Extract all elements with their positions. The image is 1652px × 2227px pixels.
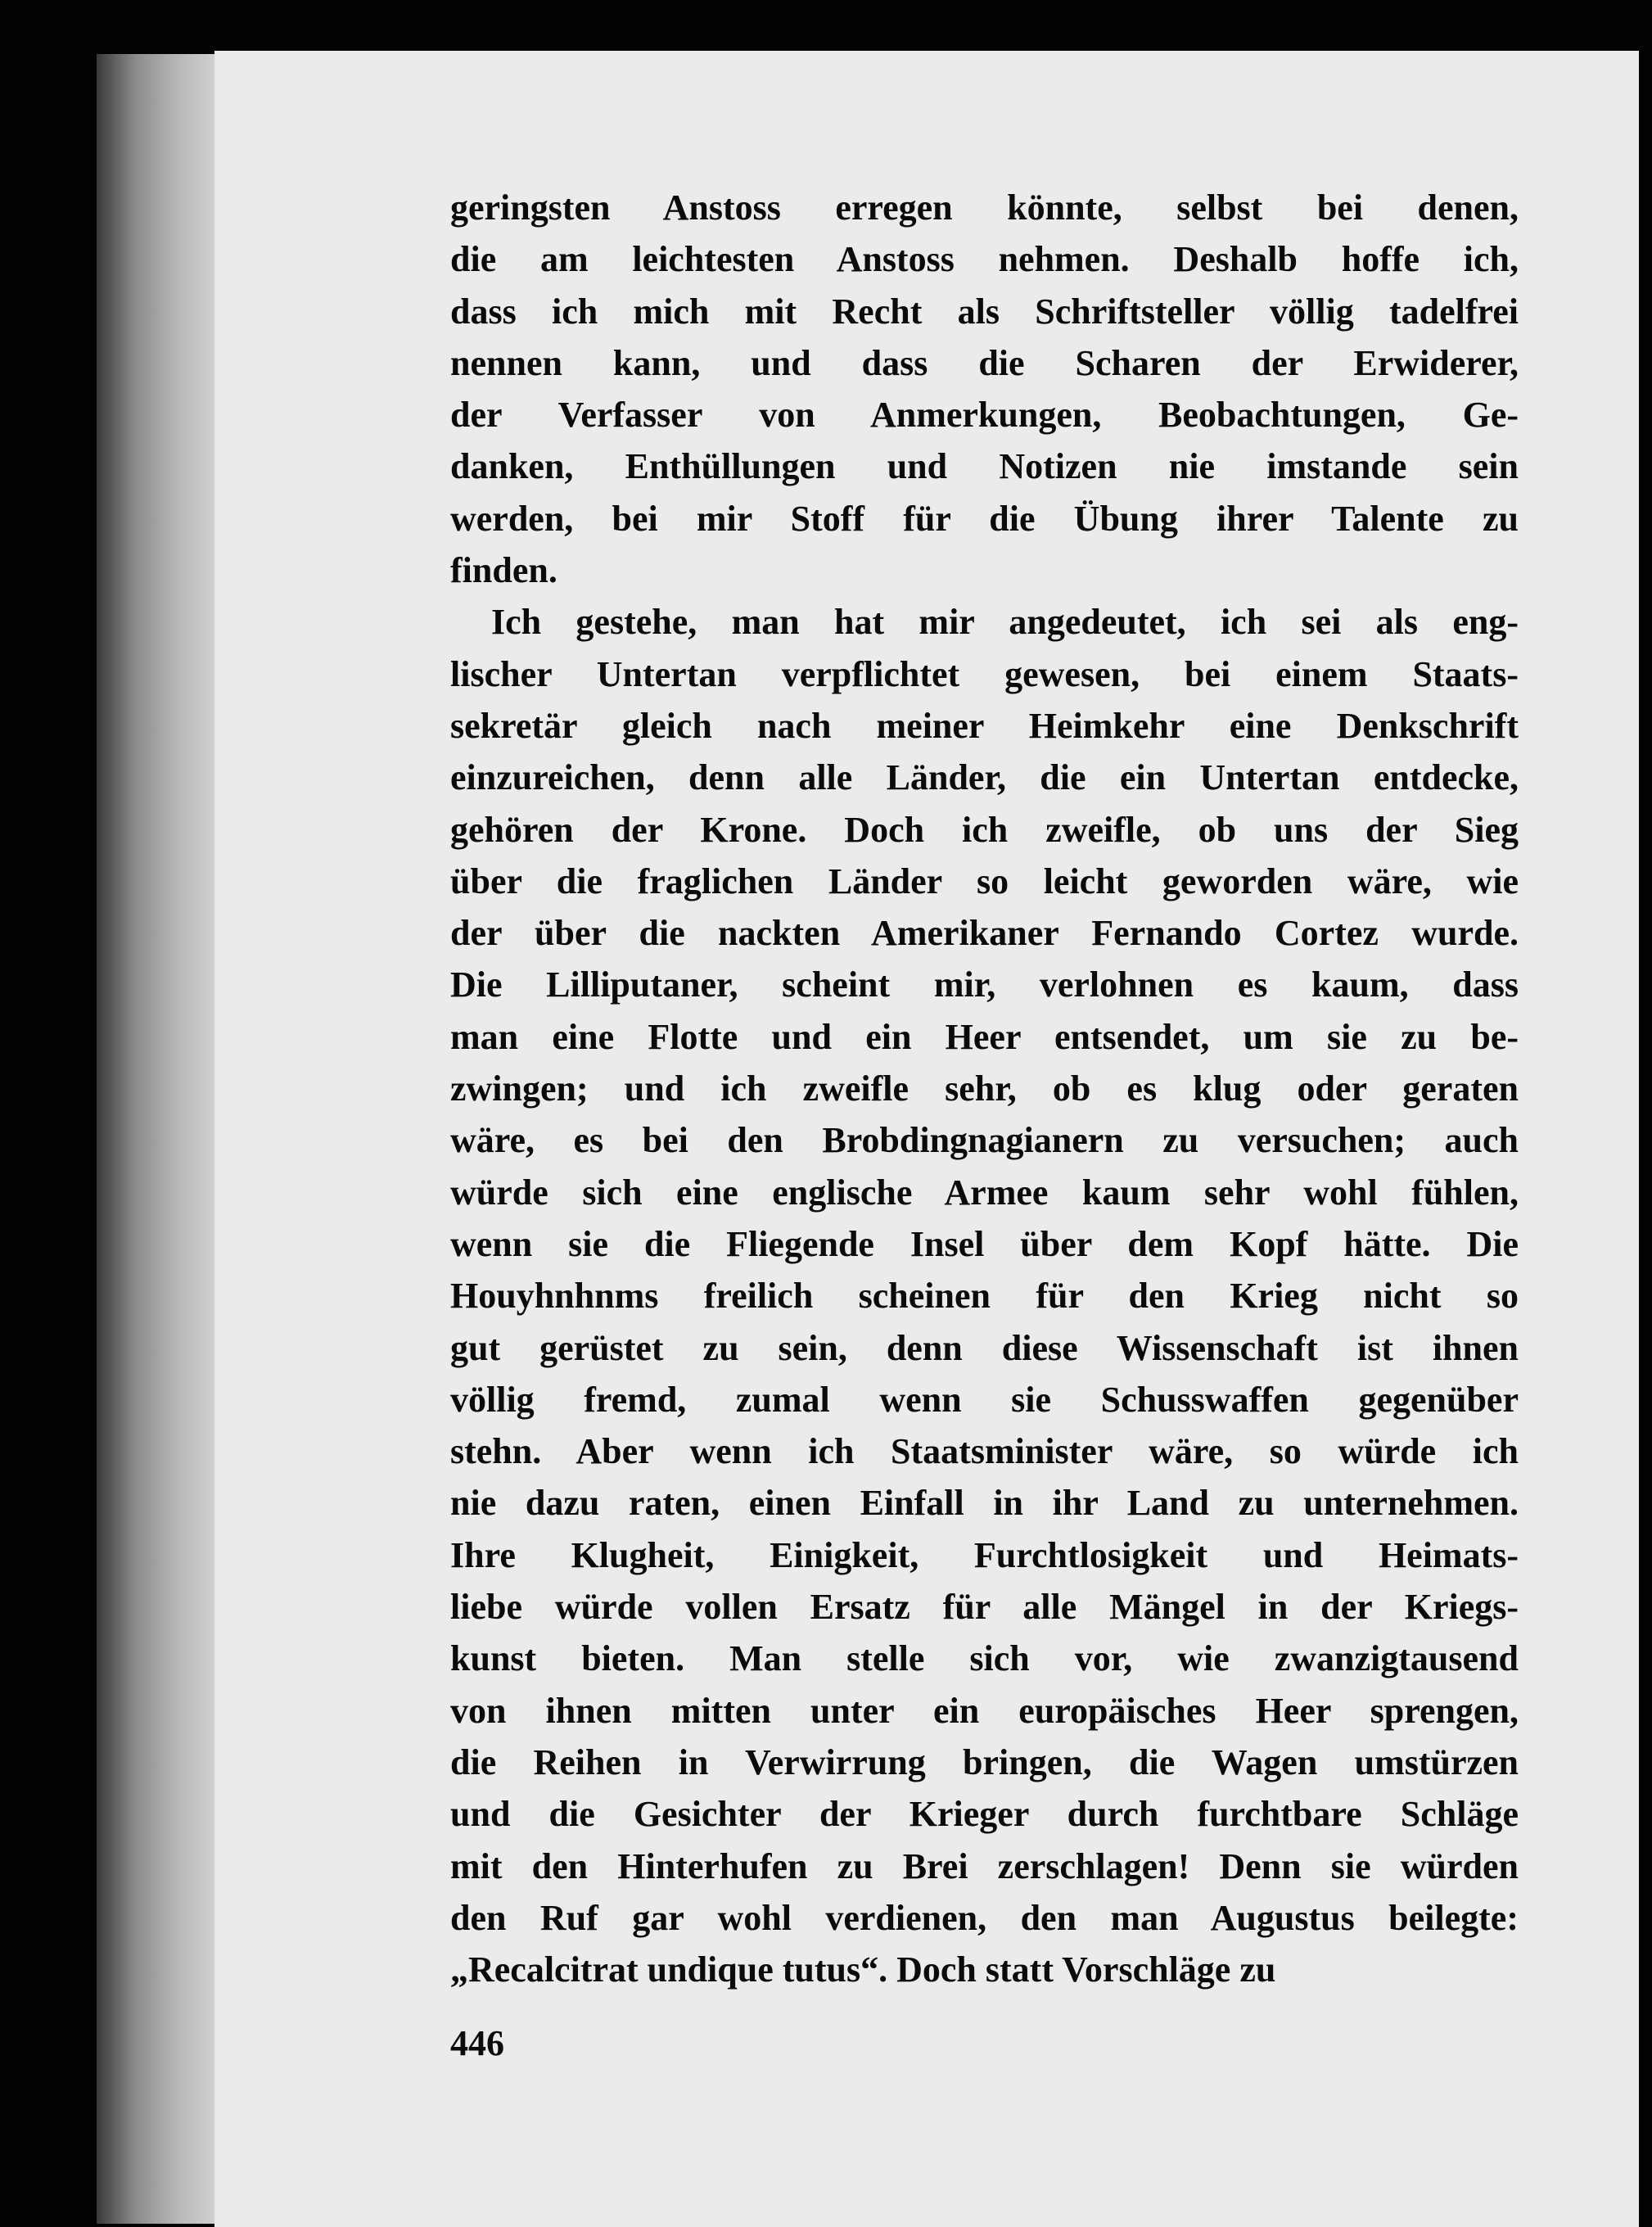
text-line: „Recalcitrat undique tutus“. Doch statt Vorschläge zu (450, 1949, 1276, 1990)
text-line: man eine Flotte und ein Heer entsendet, um sie zu be- (450, 1016, 1519, 1057)
text-line: dass ich mich mit Recht als Schriftsteller völlig tadelfrei (450, 291, 1519, 332)
text-line: stehn. Aber wenn ich Staatsminister wäre, so würde ich (450, 1431, 1519, 1472)
text-line: und die Gesichter der Krieger durch furchtbare Schläge (450, 1794, 1519, 1835)
text-line: völlig fremd, zumal wenn sie Schusswaffen gegenüber (450, 1379, 1519, 1420)
text-line: wäre, es bei den Brobdingnagianern zu versuchen; auch (450, 1120, 1519, 1161)
text-line: von ihnen mitten unter ein europäisches Heer sprengen, (450, 1690, 1519, 1731)
text-line: sekretär gleich nach meiner Heimkehr eine Denkschrift (450, 705, 1519, 746)
text-line: gehören der Krone. Doch ich zweifle, ob uns der Sieg (450, 809, 1519, 850)
text-line: finden. (450, 550, 557, 591)
text-line: den Ruf gar wohl verdienen, den man Augustus beilegte: (450, 1897, 1519, 1938)
text-line: die Reihen in Verwirrung bringen, die Wagen umstürzen (450, 1741, 1519, 1782)
text-line: liebe würde vollen Ersatz für alle Mängel in der Kriegs- (450, 1587, 1519, 1628)
text-line: Ihre Klugheit, Einigkeit, Furchtlosigkeit und Heimats- (450, 1534, 1519, 1575)
text-line: würde sich eine englische Armee kaum sehr wohl fühlen, (450, 1172, 1519, 1213)
body-text (450, 182, 1519, 1995)
text-line: Ich gestehe, man hat mir angedeutet, ich sei als eng- (491, 602, 1519, 643)
text-line: danken, Enthüllungen und Notizen nie imstande sein (450, 446, 1519, 487)
text-line: Houyhnhnms freilich scheinen für den Krieg nicht so (450, 1276, 1519, 1317)
text-line: einzureichen, denn alle Länder, die ein Untertan entdecke, (450, 757, 1519, 798)
text-line: Die Lilliputaner, scheint mir, verlohnen es kaum, dass (450, 964, 1519, 1005)
text-line: der über die nackten Amerikaner Fernando Cortez wurde. (450, 913, 1519, 954)
text-line: gut gerüstet zu sein, denn diese Wissenschaft ist ihnen (450, 1327, 1519, 1368)
text-line: lischer Untertan verpflichtet gewesen, bei einem Staats- (450, 653, 1519, 694)
paragraph (450, 596, 1519, 1995)
text-line: die am leichtesten Anstoss nehmen. Deshalb hoffe ich, (450, 239, 1519, 280)
text-line: der Verfasser von Anmerkungen, Beobachtungen, Ge- (450, 395, 1519, 436)
text-line: werden, bei mir Stoff für die Übung ihrer Talente zu (450, 498, 1519, 539)
text-line: kunst bieten. Man stelle sich vor, wie zwanzigtausend (450, 1638, 1519, 1679)
text-line: zwingen; und ich zweifle sehr, ob es klug oder geraten (450, 1068, 1519, 1109)
text-line: nennen kann, und dass die Scharen der Erwiderer, (450, 342, 1519, 383)
paragraph (450, 182, 1519, 596)
text-line: nie dazu raten, einen Einfall in ihr Land zu unternehmen. (450, 1483, 1519, 1524)
text-line: wenn sie die Fliegende Insel über dem Kopf hätte. Die (450, 1223, 1519, 1264)
page-number: 446 (450, 2023, 504, 2063)
text-line: mit den Hinterhufen zu Brei zerschlagen! Denn sie würden (450, 1845, 1519, 1886)
book-page-edges (97, 54, 228, 2224)
text-line: über die fraglichen Länder so leicht geworden wäre, wie (450, 861, 1519, 901)
text-line: geringsten Anstoss erregen könnte, selbst bei denen, (450, 187, 1519, 228)
